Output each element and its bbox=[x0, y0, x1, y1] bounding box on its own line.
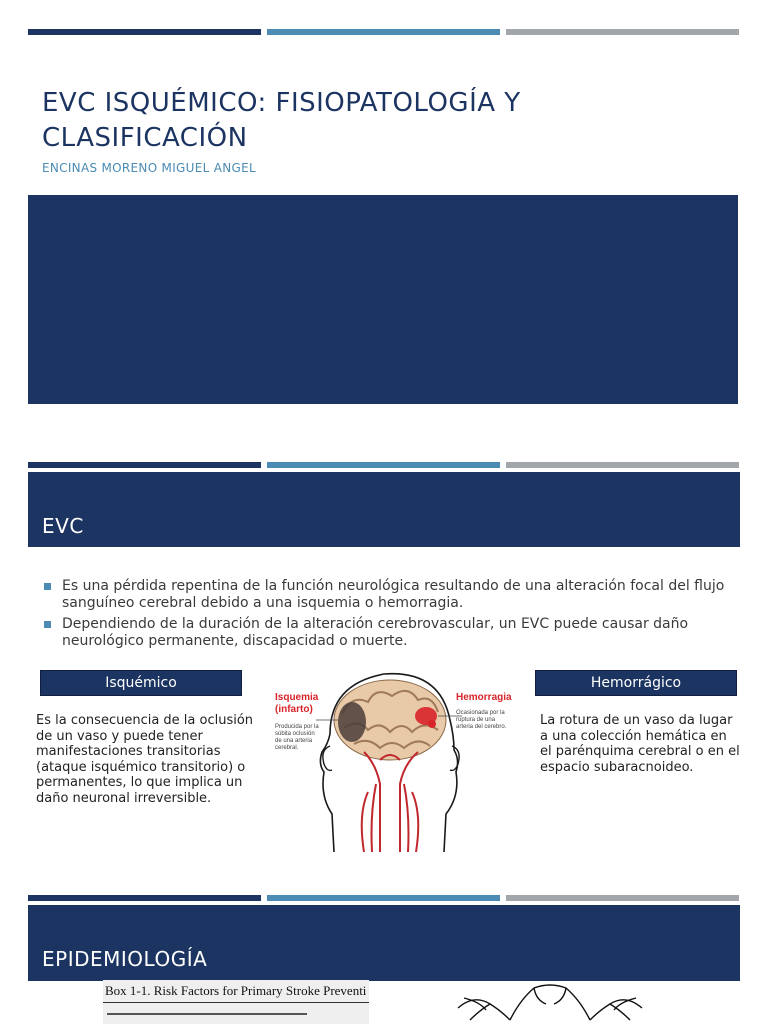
slide-title: EVC ISQUÉMICO: FISIOPATOLOGÍA Y CLASIFICACIÓN bbox=[42, 88, 521, 153]
isquemico-description: Es la consecuencia de la oclusión de un vaso y puede tener manifestaciones transitorias (ataque isquémico transitorio) o permanentes, lo que implica un daño neuronal irreversible. bbox=[36, 713, 254, 806]
top-bar-gray bbox=[506, 29, 739, 35]
hemorragia-caption: Ocasionada por la ruptura de una arteria del cerebro. bbox=[456, 710, 507, 730]
isquemia-caption: Producida por la súbita oclusión de una arteria cerebral. bbox=[275, 724, 319, 751]
anatomy-sketch bbox=[450, 980, 650, 1024]
section-bar-blue bbox=[267, 462, 500, 468]
risk-factors-box-image bbox=[103, 980, 369, 1024]
evc-bullet-list bbox=[42, 578, 742, 654]
section-bar-gray bbox=[506, 462, 739, 468]
author-name: ENCINAS MORENO MIGUEL ANGEL bbox=[42, 161, 256, 175]
section-bar-dark bbox=[28, 895, 261, 901]
epidemiologia-header bbox=[28, 905, 740, 981]
section-bar-gray bbox=[506, 895, 739, 901]
hemorragico-label: Hemorrágico bbox=[535, 670, 737, 696]
snip-text-line bbox=[107, 1013, 307, 1015]
hemorragico-description: La rotura de un vaso da lugar a una colección hemática en el parénquima cerebral o en el espacio subaracnoideo. bbox=[540, 713, 740, 775]
section-bar-blue bbox=[267, 895, 500, 901]
risk-factors-box-title: Box 1-1. Risk Factors for Primary Stroke Preventi bbox=[103, 980, 369, 1003]
bullet-item: Es una pérdida repentina de la función neurológica resultando de una alteración focal del flujo sanguíneo cerebral debido a una isquemia o hemorragia. bbox=[42, 578, 742, 612]
stroke-illustration bbox=[272, 664, 512, 852]
title-banner bbox=[28, 195, 738, 404]
top-bar-dark bbox=[28, 29, 261, 35]
hemorragia-label: Hemorragia bbox=[456, 692, 512, 703]
evc-header bbox=[28, 472, 740, 547]
isquemico-label: Isquémico bbox=[40, 670, 242, 696]
evc-heading: EVC bbox=[42, 514, 84, 538]
isquemia-label: Isquemia (infarto) bbox=[275, 692, 319, 715]
bullet-item: Dependiendo de la duración de la alteración cerebrovascular, un EVC puede causar daño neurológico permanente, discapacidad o muerte. bbox=[42, 616, 742, 650]
epidemiologia-heading: EPIDEMIOLOGÍA bbox=[42, 947, 208, 971]
section-bar-dark bbox=[28, 462, 261, 468]
top-bar-blue bbox=[267, 29, 500, 35]
